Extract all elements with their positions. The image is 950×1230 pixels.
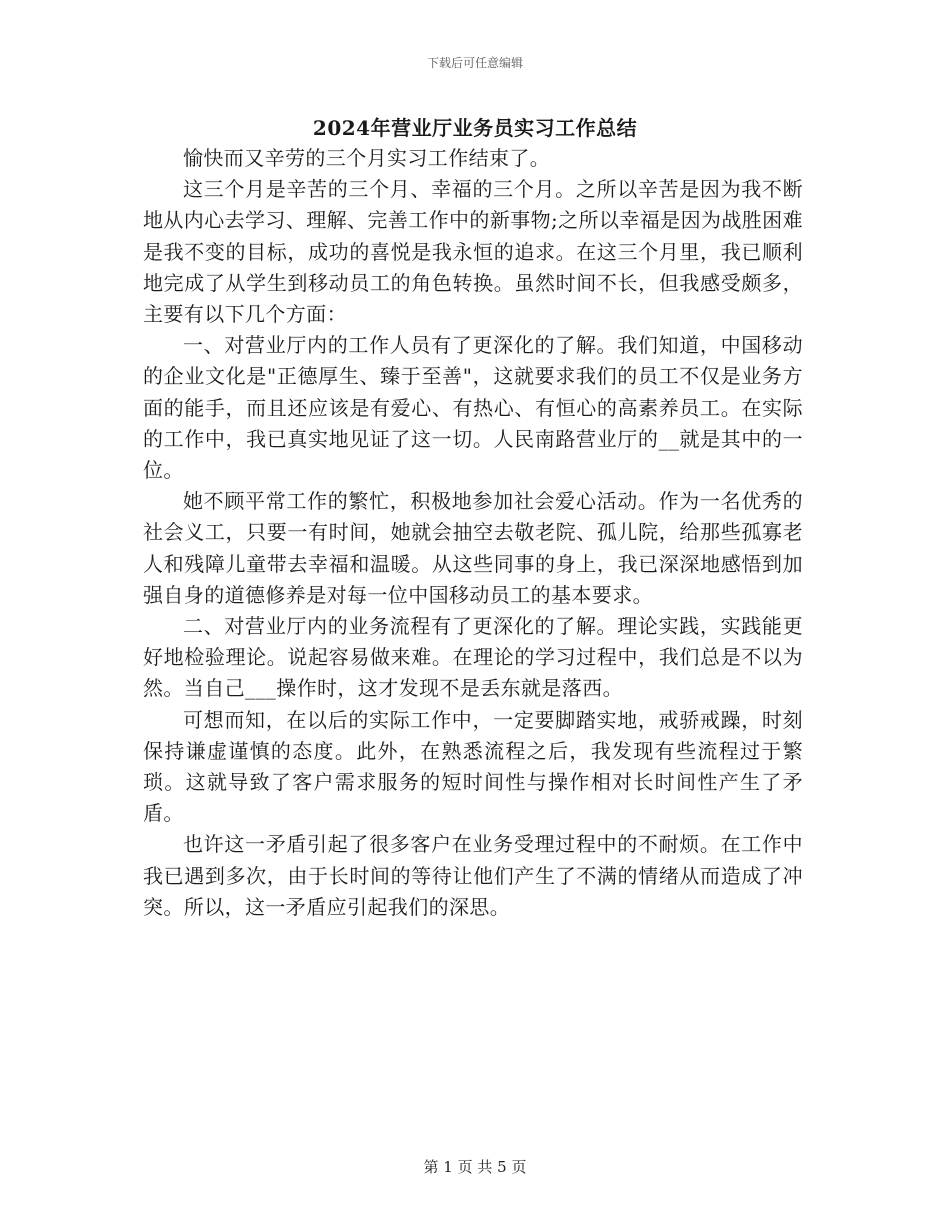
document-body	[143, 143, 803, 923]
paragraph-6: 可想而知，在以后的实际工作中，一定要脚踏实地，戒骄戒躁，时刻保持谦虚谨慎的态度。此外，在熟悉流程之后，我发现有些流程过于繁琐。这就导致了客户需求服务的短时间性与操作相对长时间性产生了矛盾。	[143, 707, 803, 826]
paragraph-5: 二、对营业厅内的业务流程有了更深化的了解。理论实践，实践能更好地检验理论。说起容易做来难。在理论的学习过程中，我们总是不以为然。当自己___操作时，这才发现不是丢东就是落西。	[143, 614, 803, 701]
paragraph-4: 她不顾平常工作的繁忙，积极地参加社会爱心活动。作为一名优秀的社会义工，只要一有时间，她就会抽空去敬老院、孤儿院，给那些孤寡老人和残障儿童带去幸福和温暖。从这些同事的身上，我已深深地感悟到加强自身的道德修养是对每一位中国移动员工的基本要求。	[143, 489, 803, 607]
paragraph-7: 也许这一矛盾引起了很多客户在业务受理过程中的不耐烦。在工作中我已遇到多次，由于长时间的等待让他们产生了不满的情绪从而造成了冲突。所以，这一矛盾应引起我们的深思。	[143, 832, 803, 919]
paragraph-3: 一、对营业厅内的工作人员有了更深化的了解。我们知道，中国移动的企业文化是"正德厚生、臻于至善"，这就要求我们的员工不仅是业务方面的能手，而且还应该是有爱心、有热心、有恒心的高素养员工。在实际的工作中，我已真实地见证了这一切。人民南路营业厅的__就是其中的一位。	[143, 333, 803, 483]
paragraph-1: 愉快而又辛劳的三个月实习工作结束了。	[183, 146, 551, 170]
page-indicator: 第 1 页 共 5 页	[423, 1158, 527, 1176]
header-note: 下载后可任意编辑	[426, 56, 523, 70]
paragraph-2: 这三个月是辛苦的三个月、幸福的三个月。之所以辛苦是因为我不断地从内心去学习、理解、完善工作中的新事物;之所以幸福是因为战胜困难是我不变的目标，成功的喜悦是我永恒的追求。在这三个月里，我已顺利地完成了从学生到移动员工的角色转换。虽然时间不长，但我感受颇多，主要有以下几个方面：	[143, 177, 803, 327]
document-title: 2024年营业厅业务员实习工作总结	[312, 116, 638, 140]
